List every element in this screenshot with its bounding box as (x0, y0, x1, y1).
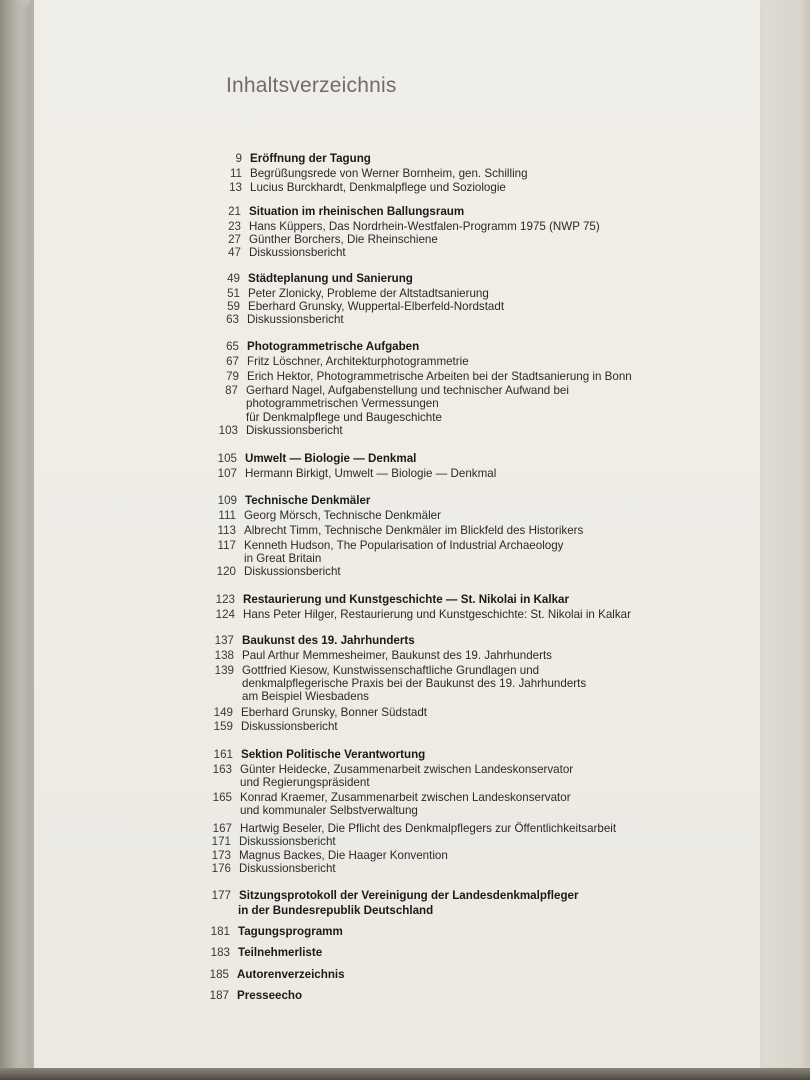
page-title: Inhaltsverzeichnis (226, 74, 397, 97)
toc-page-number: 79 (226, 370, 239, 383)
toc-page-number: 167 (212, 822, 232, 835)
toc-section-heading: Städteplanung und Sanierung (248, 272, 413, 285)
toc-page-number: 49 (227, 272, 240, 285)
toc-section-heading: in der Bundesrepublik Deutschland (238, 904, 434, 917)
toc-page-number: 117 (217, 539, 236, 552)
toc-page-number: 187 (209, 989, 229, 1002)
toc-page-number: 47 (228, 246, 241, 259)
toc-page-number: 173 (211, 849, 231, 862)
toc-page-number: 109 (217, 494, 237, 507)
toc-entry-text: Diskussionsbericht (244, 565, 341, 578)
toc-page-number: 21 (228, 205, 241, 218)
toc-section-heading: Teilnehmerliste (238, 946, 323, 959)
page-edge (30, 0, 34, 1080)
toc-entry-text: Kenneth Hudson, The Popularisation of Industrial Archaeology (244, 539, 564, 552)
toc-entry-text: photogrammetrischen Vermessungen (246, 397, 439, 410)
toc-page-number: 139 (214, 664, 234, 677)
toc-page-number: 185 (209, 968, 229, 981)
toc-page-number: 105 (217, 452, 237, 465)
toc-section-heading: Photogrammetrische Aufgaben (247, 340, 420, 353)
toc-section-heading: Eröffnung der Tagung (250, 152, 371, 165)
toc-page-number: 13 (229, 181, 242, 194)
table-edge (0, 1068, 810, 1080)
toc-entry-text: Paul Arthur Memmesheimer, Baukunst des 19. Jahrhunderts (242, 649, 552, 662)
toc-page-number: 137 (214, 634, 234, 647)
toc-section-heading: Presseecho (237, 989, 303, 1002)
toc-section-heading: Umwelt — Biologie — Denkmal (245, 452, 417, 465)
toc-entry-text: Günter Heidecke, Zusammenarbeit zwischen Landeskonservator (240, 763, 574, 776)
toc-entry-text: Magnus Backes, Die Haager Konvention (239, 849, 448, 862)
toc-page-number: 159 (213, 720, 233, 733)
toc-section-heading: Sitzungsprotokoll der Vereinigung der Landesdenkmalpfleger (239, 889, 579, 902)
toc-page-number: 165 (212, 791, 232, 804)
toc-page-number: 171 (211, 835, 231, 848)
toc-page-number: 149 (213, 706, 233, 719)
toc-entry-text: Eberhard Grunsky, Wuppertal-Elberfeld-Nordstadt (248, 300, 505, 313)
toc-section-heading: Autorenverzeichnis (237, 968, 345, 981)
toc-page-number: 67 (226, 355, 239, 368)
toc-entry-text: in Great Britain (244, 552, 322, 565)
toc-entry-text: Lucius Burckhardt, Denkmalpflege und Soziologie (250, 181, 506, 194)
toc-page-number: 123 (215, 593, 235, 606)
toc-page-number: 59 (227, 300, 240, 313)
toc-entry-text: Diskussionsbericht (241, 720, 338, 733)
toc-page-number: 120 (216, 565, 236, 578)
toc-page-number: 113 (217, 524, 236, 537)
toc-entry-text: am Beispiel Wiesbadens (242, 690, 369, 703)
toc-page-number: 107 (217, 467, 237, 480)
toc-section-heading: Restaurierung und Kunstgeschichte — St. Nikolai in Kalkar (243, 593, 569, 606)
toc-page-number: 63 (226, 313, 239, 326)
toc-page-number: 176 (211, 862, 231, 875)
toc-entry-text: Erich Hektor, Photogrammetrische Arbeiten bei der Stadtsanierung in Bonn (247, 370, 632, 383)
toc-entry-text: für Denkmalpflege und Baugeschichte (246, 411, 442, 424)
toc-entry-text: Georg Mörsch, Technische Denkmäler (244, 509, 441, 522)
toc-entry-text: Peter Zlonicky, Probleme der Altstadtsanierung (248, 287, 489, 300)
toc-page-number: 111 (218, 509, 236, 522)
toc-page-number: 124 (215, 608, 235, 621)
toc-page-number: 11 (229, 167, 242, 180)
toc-section-heading: Technische Denkmäler (245, 494, 371, 507)
toc-section-heading: Baukunst des 19. Jahrhunderts (242, 634, 415, 647)
toc-entry-text: Begrüßungsrede von Werner Bornheim, gen. Schilling (250, 167, 528, 180)
toc-entry-text: Gerhard Nagel, Aufgabenstellung und technischer Aufwand bei (246, 384, 569, 397)
toc-page-number: 163 (212, 763, 232, 776)
toc-page-number: 27 (228, 233, 241, 246)
toc-page-number: 23 (228, 220, 241, 233)
toc-entry-text: Konrad Kraemer, Zusammenarbeit zwischen Landeskonservator (240, 791, 571, 804)
toc-entry-text: Hartwig Beseler, Die Pflicht des Denkmalpflegers zur Öffentlichkeitsarbeit (240, 822, 617, 835)
toc-page-number: 177 (211, 889, 231, 902)
toc-entry-text: denkmalpflegerische Praxis bei der Baukunst des 19. Jahrhunderts (242, 677, 587, 690)
toc-section-heading: Tagungsprogramm (238, 925, 343, 938)
toc-entry-text: Fritz Löschner, Architekturphotogrammetrie (247, 355, 469, 368)
toc-entry-text: und kommunaler Selbstverwaltung (240, 804, 418, 817)
toc-page-number: 103 (218, 424, 238, 437)
toc-entry-text: Gottfried Kiesow, Kunstwissenschaftliche Grundlagen und (242, 664, 540, 677)
toc-entry-text: Diskussionsbericht (239, 835, 336, 848)
toc-entry-text: Hans Küppers, Das Nordrhein-Westfalen-Programm 1975 (NWP 75) (249, 220, 600, 233)
toc-entry-text: Hans Peter Hilger, Restaurierung und Kunstgeschichte: St. Nikolai in Kalkar (243, 608, 631, 621)
toc-entry-text: Hermann Birkigt, Umwelt — Biologie — Denkmal (245, 467, 497, 480)
toc-entry-text: Günther Borchers, Die Rheinschiene (249, 233, 438, 246)
toc-entry-text: Eberhard Grunsky, Bonner Südstadt (241, 706, 428, 719)
toc-page-number: 138 (214, 649, 234, 662)
toc-page-number: 161 (213, 748, 233, 761)
toc-entry-text: Albrecht Timm, Technische Denkmäler im Blickfeld des Historikers (244, 524, 584, 537)
toc-entry-text: Diskussionsbericht (249, 246, 346, 259)
toc-entry-text: Diskussionsbericht (239, 862, 336, 875)
toc-page-number: 87 (225, 384, 238, 397)
toc-section-heading: Situation im rheinischen Ballungsraum (249, 205, 465, 218)
toc-page-number: 65 (226, 340, 239, 353)
toc-page-number: 51 (227, 287, 240, 300)
toc-entry-text: Diskussionsbericht (246, 424, 343, 437)
toc-page-number: 181 (210, 925, 230, 938)
toc-page-number: 9 (235, 152, 242, 165)
toc-entry-text: und Regierungspräsident (240, 776, 370, 789)
toc-page-number: 183 (210, 946, 230, 959)
toc-section-heading: Sektion Politische Verantwortung (241, 748, 426, 761)
toc-entry-text: Diskussionsbericht (247, 313, 344, 326)
